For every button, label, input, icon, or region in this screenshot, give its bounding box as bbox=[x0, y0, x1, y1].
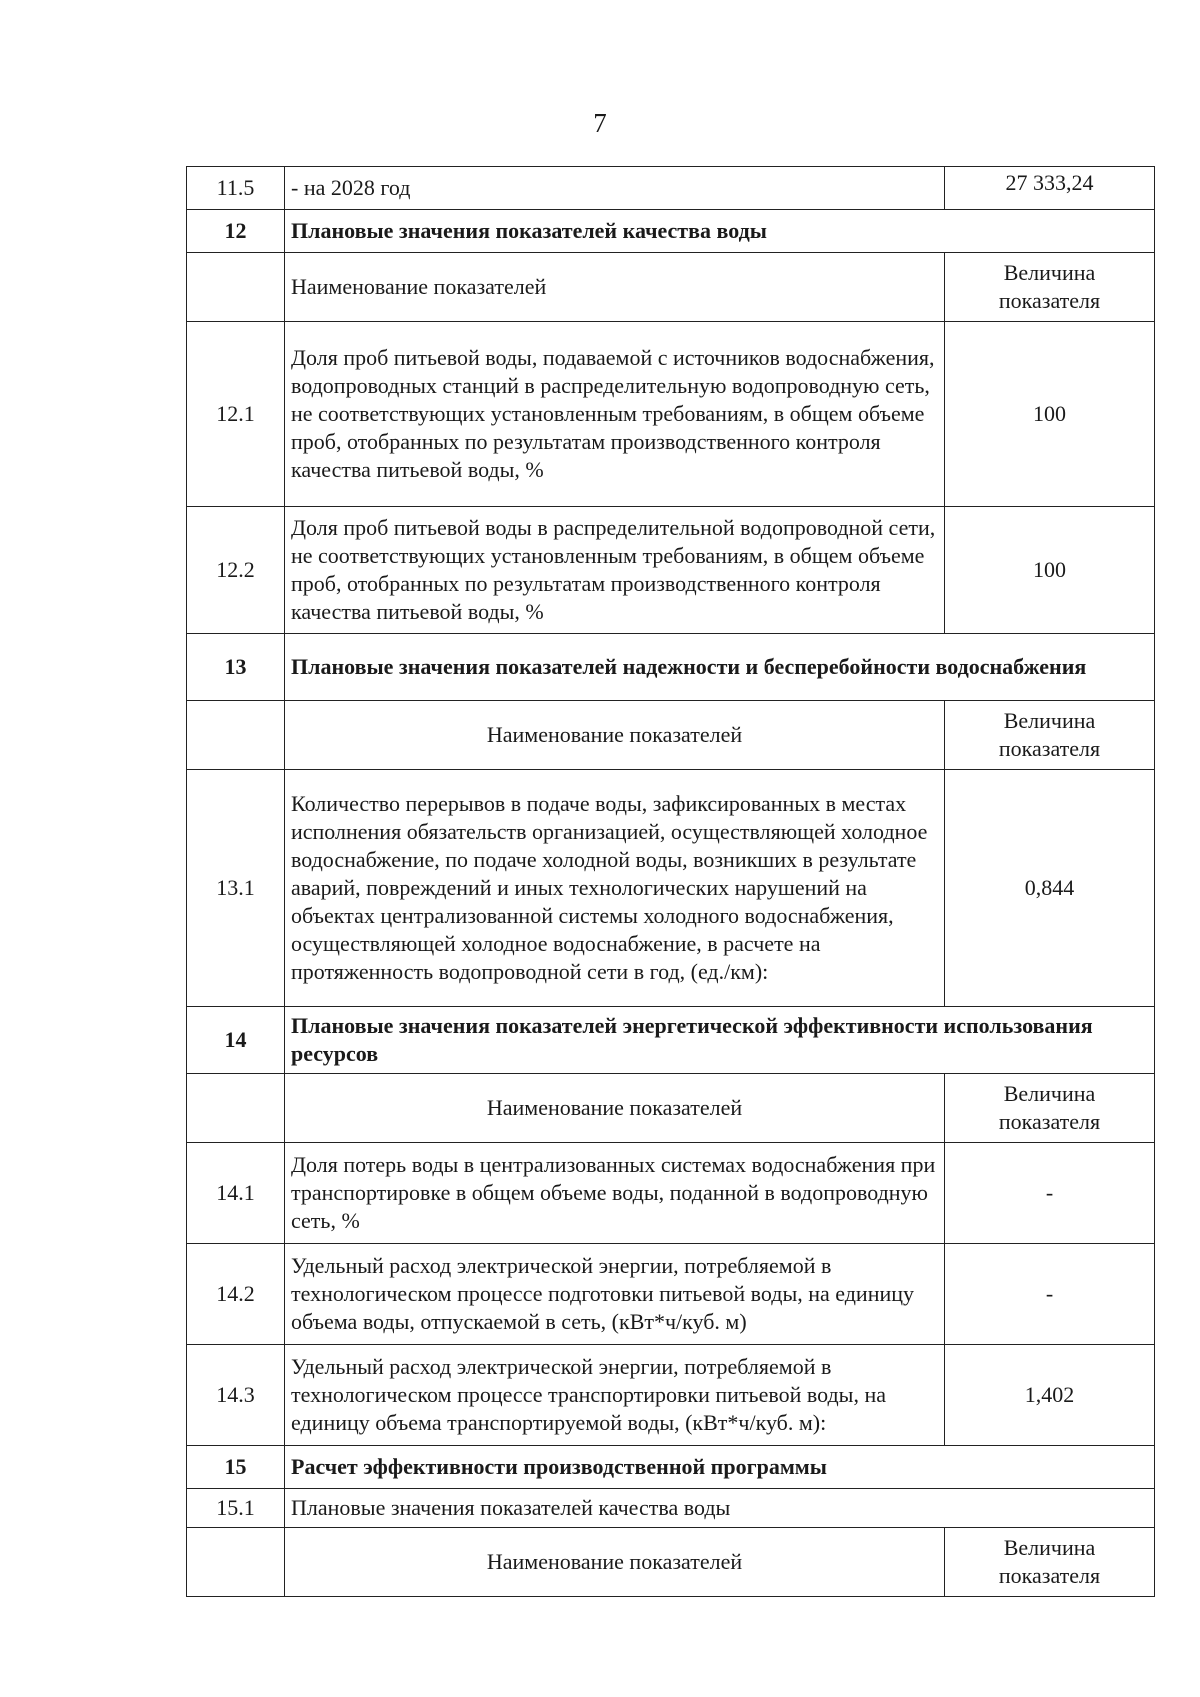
header-blank bbox=[187, 253, 285, 322]
section-number: 13 bbox=[187, 634, 285, 701]
table-row bbox=[187, 1244, 1155, 1345]
page-number: 7 bbox=[593, 108, 607, 138]
row-number: 12.2 bbox=[187, 507, 285, 634]
header-value: Величина показателя bbox=[945, 1528, 1155, 1597]
row-value: 0,844 bbox=[945, 770, 1155, 1007]
header-row bbox=[187, 701, 1155, 770]
row-text: Количество перерывов в подаче воды, зафиксированных в местах исполнения обязательств организацией, осуществляющей холодное водоснабжение, по подаче холодной воды, возникших в результате аварий, повреждений и иных технологических нарушений на объектах централизованной системы холодного водоснабжения, осуществляющей холодное водоснабжение, в расчете на протяженность водопроводной сети в год, (ед./км): bbox=[285, 770, 945, 1007]
table-row bbox=[187, 1345, 1155, 1446]
row-text: Плановые значения показателей качества воды bbox=[285, 1489, 1155, 1528]
row-number: 14.2 bbox=[187, 1244, 285, 1345]
row-value: 100 bbox=[945, 507, 1155, 634]
section-title: Расчет эффективности производственной программы bbox=[285, 1446, 1155, 1489]
header-row bbox=[187, 253, 1155, 322]
header-value: Величина показателя bbox=[945, 1074, 1155, 1143]
section-title: Плановые значения показателей энергетической эффективности использования ресурсов bbox=[285, 1007, 1155, 1074]
header-blank bbox=[187, 1528, 285, 1597]
header-row bbox=[187, 1074, 1155, 1143]
table-row bbox=[187, 322, 1155, 507]
table-row bbox=[187, 770, 1155, 1007]
row-value: - bbox=[945, 1244, 1155, 1345]
row-value: - bbox=[945, 1143, 1155, 1244]
section-title: Плановые значения показателей надежности и бесперебойности водоснабжения bbox=[285, 634, 1155, 701]
row-value: 1,402 bbox=[945, 1345, 1155, 1446]
table-row bbox=[187, 167, 1155, 210]
row-number: 14.1 bbox=[187, 1143, 285, 1244]
section-row bbox=[187, 634, 1155, 701]
row-text: Доля проб питьевой воды в распределительной водопроводной сети, не соответствующих установленным требованиям, в общем объеме проб, отобранных по результатам производственного контроля качества питьевой воды, % bbox=[285, 507, 945, 634]
row-value: 100 bbox=[945, 322, 1155, 507]
row-number: 13.1 bbox=[187, 770, 285, 1007]
row-number: 12.1 bbox=[187, 322, 285, 507]
header-blank bbox=[187, 1074, 285, 1143]
header-value: Величина показателя bbox=[945, 701, 1155, 770]
row-number: 14.3 bbox=[187, 1345, 285, 1446]
section-number: 15 bbox=[187, 1446, 285, 1489]
section-number: 14 bbox=[187, 1007, 285, 1074]
row-text: Доля потерь воды в централизованных системах водоснабжения при транспортировке в общем объеме воды, поданной в водопроводную сеть, % bbox=[285, 1143, 945, 1244]
indicators-table bbox=[186, 166, 1155, 1597]
header-name: Наименование показателей bbox=[285, 253, 945, 322]
header-row bbox=[187, 1528, 1155, 1597]
row-text: Удельный расход электрической энергии, потребляемой в технологическом процессе транспортировки питьевой воды, на единицу объема транспортируемой воды, (кВт*ч/куб. м): bbox=[285, 1345, 945, 1446]
section-row bbox=[187, 210, 1155, 253]
row-number: 15.1 bbox=[187, 1489, 285, 1528]
section-number: 12 bbox=[187, 210, 285, 253]
section-title: Плановые значения показателей качества воды bbox=[285, 210, 1155, 253]
table-row bbox=[187, 1489, 1155, 1528]
header-name: Наименование показателей bbox=[285, 701, 945, 770]
section-row bbox=[187, 1007, 1155, 1074]
table-row bbox=[187, 1143, 1155, 1244]
header-name: Наименование показателей bbox=[285, 1528, 945, 1597]
row-text: - на 2028 год bbox=[285, 167, 945, 210]
row-text: Доля проб питьевой воды, подаваемой с источников водоснабжения, водопроводных станций в распределительную водопроводную сеть, не соответствующих установленным требованиям, в общем объеме проб, отобранных по результатам производственного контроля качества питьевой воды, % bbox=[285, 322, 945, 507]
table-row bbox=[187, 507, 1155, 634]
section-row bbox=[187, 1446, 1155, 1489]
row-value: 27 333,24 bbox=[945, 167, 1155, 210]
header-value: Величина показателя bbox=[945, 253, 1155, 322]
row-text: Удельный расход электрической энергии, потребляемой в технологическом процессе подготовки питьевой воды, на единицу объема воды, отпускаемой в сеть, (кВт*ч/куб. м) bbox=[285, 1244, 945, 1345]
row-number: 11.5 bbox=[187, 167, 285, 210]
header-blank bbox=[187, 701, 285, 770]
header-name: Наименование показателей bbox=[285, 1074, 945, 1143]
